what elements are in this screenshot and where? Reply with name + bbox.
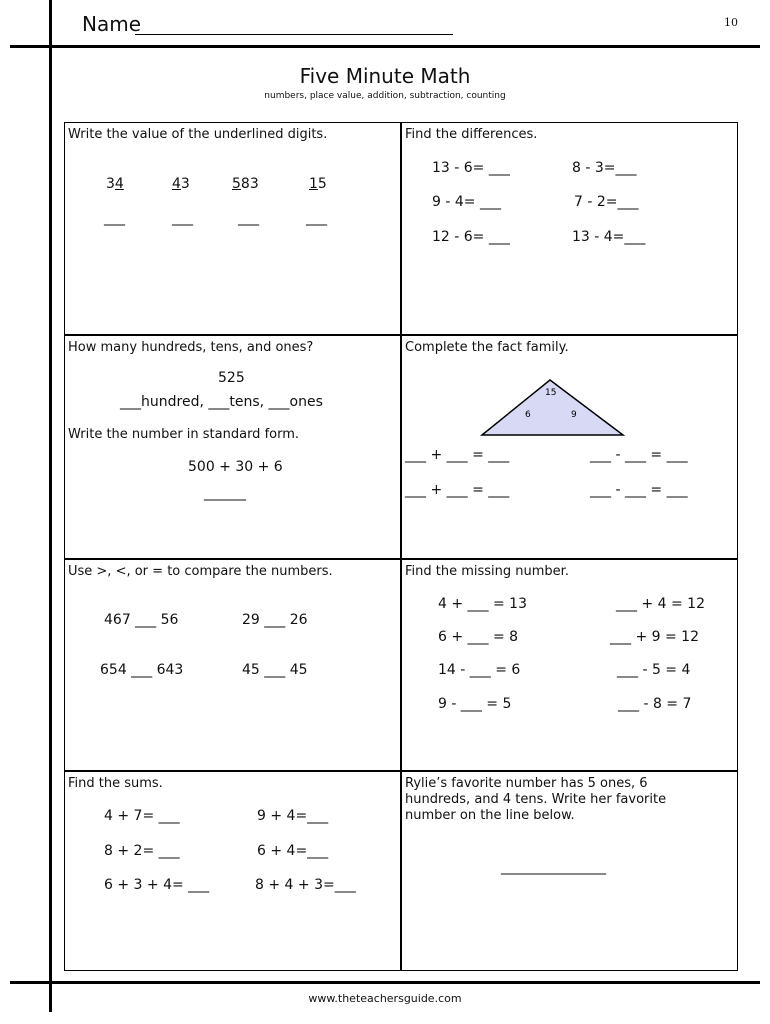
fact-sentence[interactable]: ___ + ___ = ___ — [405, 447, 510, 463]
fact-sentence[interactable]: ___ - ___ = ___ — [590, 447, 688, 463]
answer-blank[interactable]: ___ — [306, 210, 327, 226]
sum-problem[interactable]: 9 + 4=___ — [257, 808, 329, 824]
name-field-line[interactable] — [135, 34, 453, 35]
sum-problem[interactable]: 4 + 7= ___ — [104, 808, 180, 824]
answer-blank[interactable]: ______ — [204, 485, 246, 501]
grid-divider-vertical — [400, 122, 402, 971]
box6-question: Find the missing number. — [405, 564, 569, 579]
expanded-form: 500 + 30 + 6 — [188, 459, 283, 475]
footer-url[interactable]: www.theteachersguide.com — [308, 992, 462, 1005]
grid-divider-row-3 — [64, 770, 738, 772]
compare-item[interactable]: 29 ___ 26 — [242, 612, 308, 628]
difference-problem[interactable]: 8 - 3=___ — [572, 160, 637, 176]
worksheet-subtitle: numbers, place value, addition, subtraction, counting — [264, 91, 506, 101]
underlined-number: 34 — [106, 176, 124, 192]
box7-question: Find the sums. — [68, 776, 163, 791]
page-number: 10 — [724, 16, 738, 29]
fact-sentence[interactable]: ___ - ___ = ___ — [590, 482, 688, 498]
compare-item[interactable]: 45 ___ 45 — [242, 662, 308, 678]
missing-number-item[interactable]: 6 + ___ = 8 — [438, 629, 519, 645]
sum-problem[interactable]: 8 + 2= ___ — [104, 843, 180, 859]
sum-problem[interactable]: 8 + 4 + 3=___ — [255, 877, 356, 893]
missing-number-item[interactable]: 14 - ___ = 6 — [438, 662, 521, 678]
missing-number-item[interactable]: ___ + 4 = 12 — [616, 596, 705, 612]
difference-problem[interactable]: 13 - 4=___ — [572, 229, 646, 245]
answer-blank[interactable]: ___ — [238, 210, 259, 226]
answer-blank[interactable]: _______________ — [501, 859, 606, 875]
compare-item[interactable]: 654 ___ 643 — [100, 662, 184, 678]
fact-sentence[interactable]: ___ + ___ = ___ — [405, 482, 510, 498]
missing-number-item[interactable]: ___ + 9 = 12 — [610, 629, 699, 645]
missing-number-item[interactable]: 9 - ___ = 5 — [438, 696, 512, 712]
place-value-answer[interactable]: ___hundred, ___tens, ___ones — [120, 394, 323, 410]
answer-blank[interactable]: ___ — [104, 210, 125, 226]
difference-problem[interactable]: 12 - 6= ___ — [432, 229, 510, 245]
sum-problem[interactable]: 6 + 3 + 4= ___ — [104, 877, 210, 893]
fact-family-triangle — [478, 378, 628, 440]
answer-blank[interactable]: ___ — [172, 210, 193, 226]
box2-question: Find the differences. — [405, 127, 538, 142]
underlined-number: 583 — [232, 176, 259, 192]
difference-problem[interactable]: 9 - 4= ___ — [432, 194, 501, 210]
box3-question-2: Write the number in standard form. — [68, 427, 300, 442]
box8-question-line-2: hundreds, and 4 tens. Write her favorite — [405, 792, 667, 807]
box3-question: How many hundreds, tens, and ones? — [68, 340, 314, 355]
difference-problem[interactable]: 13 - 6= ___ — [432, 160, 510, 176]
sum-problem[interactable]: 6 + 4=___ — [257, 843, 329, 859]
box8-question-line-3: number on the line below. — [405, 808, 575, 823]
header-rule — [10, 45, 760, 48]
grid-divider-row-2 — [64, 558, 738, 560]
underlined-number: 15 — [309, 176, 327, 192]
box5-question: Use >, <, or = to compare the numbers. — [68, 564, 333, 579]
triangle-right-number: 9 — [571, 410, 577, 420]
box8-question-line-1: Rylie’s favorite number has 5 ones, 6 — [405, 776, 648, 791]
triangle-left-number: 6 — [525, 410, 531, 420]
grid-divider-row-1 — [64, 334, 738, 336]
difference-problem[interactable]: 7 - 2=___ — [574, 194, 639, 210]
worksheet-title: Five Minute Math — [299, 64, 471, 88]
name-label: Name — [82, 12, 142, 36]
triangle-top-number: 15 — [545, 388, 557, 398]
margin-rule-vertical — [49, 0, 52, 1012]
box1-question: Write the value of the underlined digits. — [68, 127, 328, 142]
footer-rule — [10, 981, 760, 984]
place-value-number: 525 — [218, 370, 245, 386]
missing-number-item[interactable]: ___ - 5 = 4 — [617, 662, 691, 678]
underlined-number: 43 — [172, 176, 190, 192]
box4-question: Complete the fact family. — [405, 340, 569, 355]
missing-number-item[interactable]: 4 + ___ = 13 — [438, 596, 527, 612]
missing-number-item[interactable]: ___ - 8 = 7 — [618, 696, 692, 712]
compare-item[interactable]: 467 ___ 56 — [104, 612, 179, 628]
